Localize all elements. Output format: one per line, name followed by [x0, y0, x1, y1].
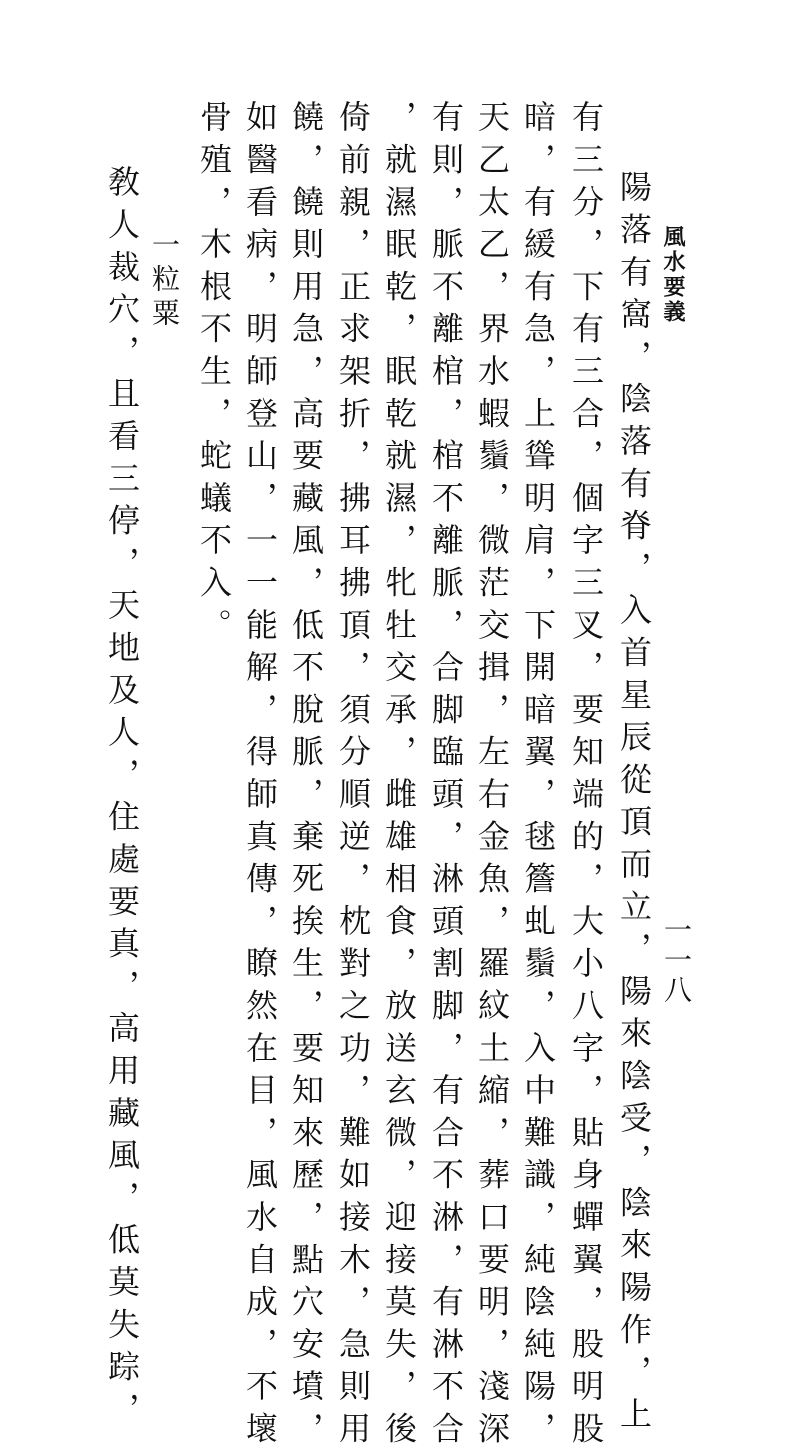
text-column-5: 有則，脈不離棺，棺不離脈，合脚臨頭，淋頭割脚，有合不淋，有淋不合 [427, 100, 465, 1454]
text-column-4: 天乙太乙，界水蝦鬚，微茫交揖，左右金魚，羅紋土縮，葬口要明，淺深 [473, 100, 511, 1454]
section-title: 一粒粟 [148, 230, 181, 332]
page-number: 一一八 [660, 915, 693, 1005]
text-column-8: 饒，饒則用急，高要藏風，低不脫脈，棄死挨生，要知來歷，點穴安墳， [287, 100, 325, 1454]
text-column-1: 陽落有窩，陰落有脊，入首星辰從頂而立，陽來陰受，陰來陽作，上 [615, 170, 653, 1439]
text-column-6: ，就濕眠乾，眠乾就濕，牝牡交承，雌雄相食，放送玄微，迎接莫失，後 [380, 100, 418, 1454]
section-text-column-1: 敎人裁穴，且看三停，天地及人，住處要真，高用藏風，低莫失踪， [103, 165, 141, 1434]
text-column-9: 如醫看病，明師登山，一一能解，得師真傳，瞭然在目，風水自成，不壞 [241, 100, 279, 1454]
running-header-title: 風水要義 [660, 225, 686, 325]
text-column-7: 倚前親，正求架折，拂耳拂頂，須分順逆，枕對之功，難如接木，急則用 [334, 100, 372, 1454]
text-column-10: 骨殖，木根不生，蛇蟻不入。 [195, 100, 233, 650]
text-column-3: 暗，有緩有急，上聳明肩，下開暗翼，毬簷虬鬚，入中難識，純陰純陽， [519, 100, 557, 1454]
text-column-2: 有三分，下有三合，個字三叉，要知端的，大小八字，貼身蟬翼，股明股 [567, 100, 605, 1454]
